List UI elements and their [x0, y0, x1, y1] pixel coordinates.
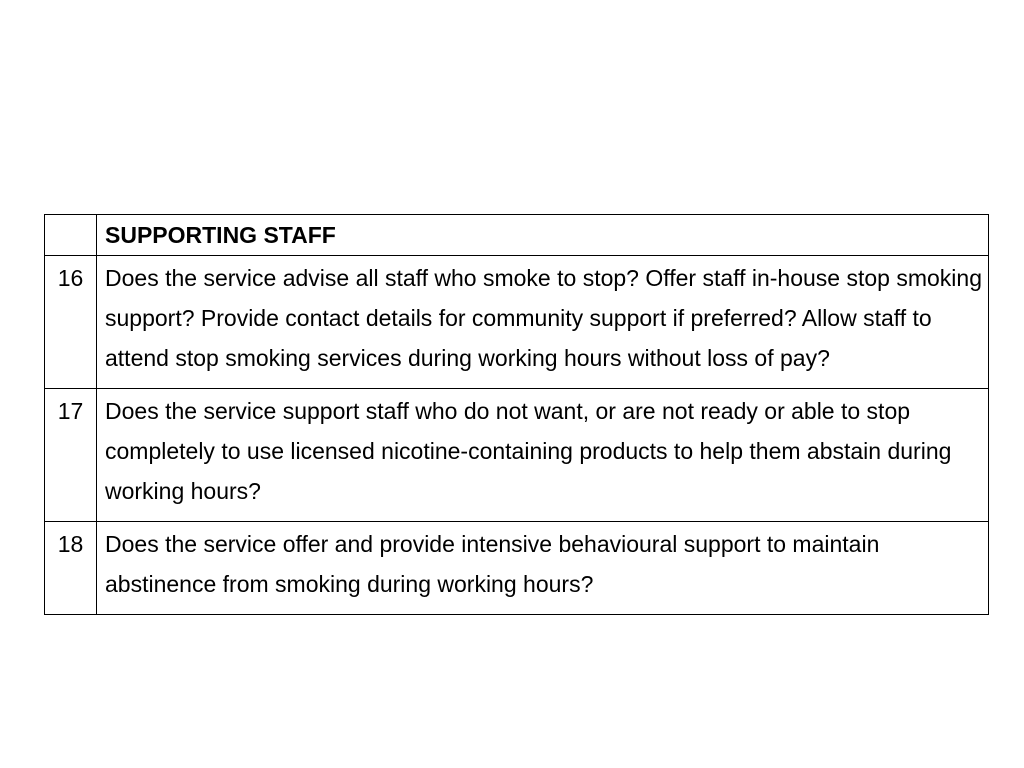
section-title: SUPPORTING STAFF	[105, 222, 336, 248]
question-text-cell	[97, 256, 989, 389]
checklist-table	[44, 214, 989, 615]
question-text: Does the service advise all staff who smoke to stop? Offer staff in-house stop smoking support? Provide contact details for community support if preferred? Allow staff to attend stop smoking services during working hours without loss of pay?	[105, 265, 982, 371]
question-number-cell	[45, 522, 97, 615]
section-header-row	[45, 215, 989, 256]
table-row	[45, 389, 989, 522]
header-title-cell	[97, 215, 989, 256]
header-number-cell	[45, 215, 97, 256]
question-text: Does the service support staff who do not want, or are not ready or able to stop completely to use licensed nicotine-containing products to help them abstain during working hours?	[105, 398, 952, 504]
table-row	[45, 522, 989, 615]
question-text-cell	[97, 522, 989, 615]
question-number-cell	[45, 256, 97, 389]
question-number: 17	[57, 398, 84, 424]
table-row	[45, 256, 989, 389]
question-text: Does the service offer and provide intensive behavioural support to maintain abstinence from smoking during working hours?	[105, 531, 880, 597]
question-number-cell	[45, 389, 97, 522]
question-number: 16	[57, 265, 84, 291]
question-number: 18	[57, 531, 84, 557]
question-text-cell	[97, 389, 989, 522]
